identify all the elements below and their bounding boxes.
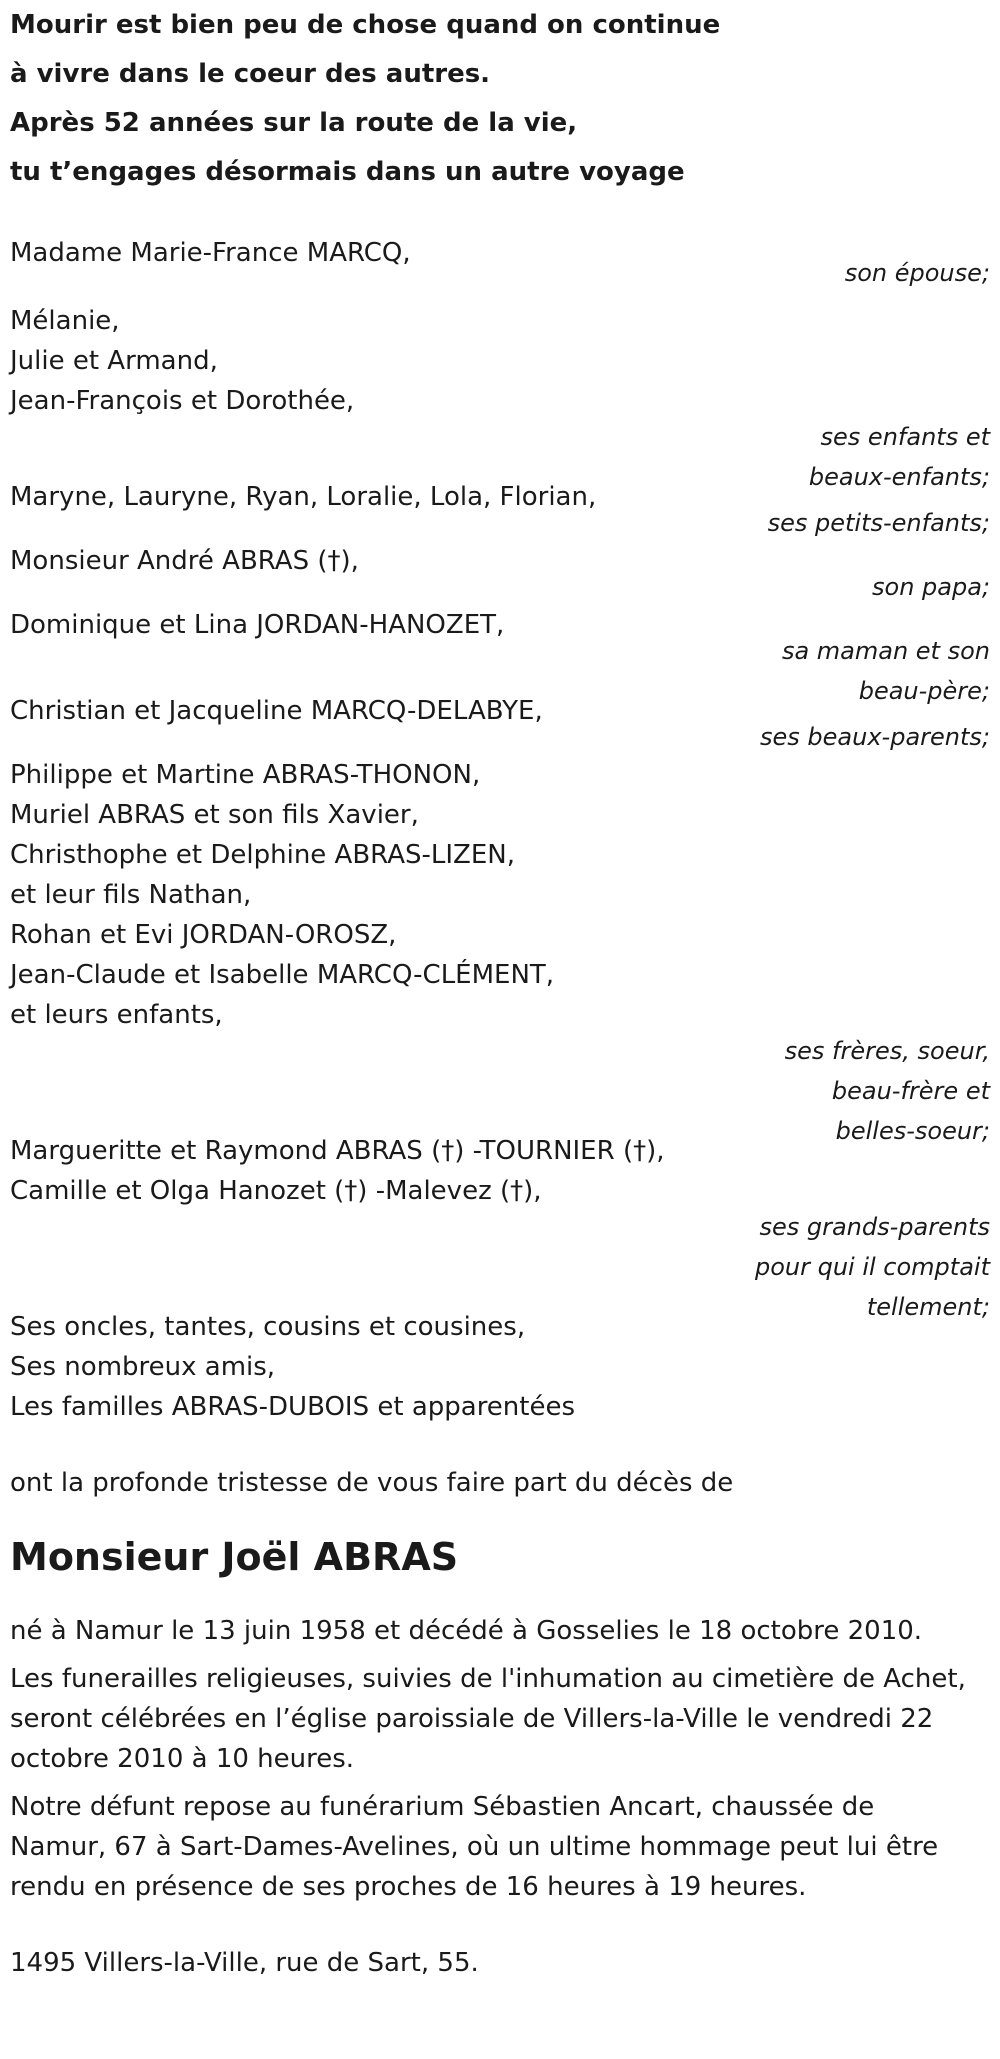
other-relatives [10, 1307, 990, 1427]
family-name-line: Dominique et Lina JORDAN-HANOZET, [10, 610, 505, 640]
family-group-children [10, 301, 990, 497]
funerarium-info [10, 1787, 990, 1907]
announcement: ont la profonde tristesse de vous faire part du décès de [10, 1468, 734, 1498]
family-name-line: et leurs enfants, [10, 1000, 223, 1030]
address: 1495 Villers-la-Ville, rue de Sart, 55. [10, 1948, 479, 1978]
family-name-line: Margueritte et Raymond ABRAS (†) -TOURNIER (†), [10, 1136, 665, 1166]
epitaph-line: Mourir est bien peu de chose quand on continue [10, 10, 721, 40]
family-role: son papa; [872, 573, 990, 601]
family-role: ses enfants et [820, 423, 990, 451]
family-name-line: Rohan et Evi JORDAN-OROSZ, [10, 920, 397, 950]
deceased-name: Monsieur Joël ABRAS [10, 1535, 459, 1579]
family-group-in-laws [10, 691, 990, 757]
family-name-line: Christian et Jacqueline MARCQ-DELABYE, [10, 696, 543, 726]
family-role: beau-frère et [831, 1077, 990, 1105]
family-name-line: Mélanie, [10, 306, 120, 336]
family-role: tellement; [866, 1293, 990, 1321]
family-group-father [10, 541, 990, 607]
family-group-spouse [10, 233, 990, 293]
epitaph-line: à vivre dans le coeur des autres. [10, 59, 491, 89]
family-name-line: Christhophe et Delphine ABRAS-LIZEN, [10, 840, 515, 870]
birth-death: né à Namur le 13 juin 1958 et décédé à Gosselies le 18 octobre 2010. [10, 1616, 923, 1646]
family-role: sa maman et son [781, 637, 990, 665]
family-role: beau-père; [858, 677, 990, 705]
epitaph-line: tu t’engages désormais dans un autre voyage [10, 157, 685, 187]
family-role: pour qui il comptait [754, 1253, 990, 1281]
family-name-line: Jean-François et Dorothée, [10, 386, 355, 416]
family-name-line: et leur fils Nathan, [10, 880, 252, 910]
family-group-grandchildren [10, 477, 990, 543]
family-role: ses beaux-parents; [760, 723, 990, 751]
family-role: ses grands-parents [759, 1213, 990, 1241]
family-role: beaux-enfants; [808, 463, 990, 491]
funeral-line: seront célébrées en l’église paroissiale de Villers-la-Ville le vendredi 22 [10, 1704, 934, 1734]
family-name-line: Philippe et Martine ABRAS-THONON, [10, 760, 481, 790]
other-relatives-line: Ses nombreux amis, [10, 1352, 276, 1382]
family-name-line: Camille et Olga Hanozet (†) -Malevez (†), [10, 1176, 542, 1206]
other-relatives-line: Les familles ABRAS-DUBOIS et apparentées [10, 1392, 576, 1422]
family-group-grandparents [10, 1131, 990, 1327]
funerarium-line: Namur, 67 à Sart-Dames-Avelines, où un ultime hommage peut lui être [10, 1832, 939, 1862]
epitaph [10, 0, 990, 197]
family-role: son épouse; [844, 259, 990, 287]
family-group-siblings [10, 755, 990, 1151]
family-name-line: Muriel ABRAS et son fils Xavier, [10, 800, 419, 830]
epitaph-line: Après 52 années sur la route de la vie, [10, 108, 578, 138]
family-name-line: Monsieur André ABRAS (†), [10, 546, 359, 576]
funeral-line: octobre 2010 à 10 heures. [10, 1744, 355, 1774]
family-name-line: Maryne, Lauryne, Ryan, Loralie, Lola, Florian, [10, 482, 597, 512]
family-name-line: Madame Marie-France MARCQ, [10, 238, 411, 268]
family-role: ses frères, soeur, [784, 1037, 990, 1065]
family-name-line: Julie et Armand, [10, 346, 218, 376]
family-name-line: Jean-Claude et Isabelle MARCQ-CLÉMENT, [10, 960, 555, 990]
other-relatives-line: Ses oncles, tantes, cousins et cousines, [10, 1312, 526, 1342]
family-role: ses petits-enfants; [767, 509, 990, 537]
funerarium-line: rendu en présence de ses proches de 16 heures à 19 heures. [10, 1872, 807, 1902]
family-role: belles-soeur; [835, 1117, 990, 1145]
funeral-info [10, 1659, 990, 1779]
funerarium-line: Notre défunt repose au funérarium Sébastien Ancart, chaussée de [10, 1792, 875, 1822]
funeral-line: Les funerailles religieuses, suivies de l'inhumation au cimetière de Achet, [10, 1664, 966, 1694]
